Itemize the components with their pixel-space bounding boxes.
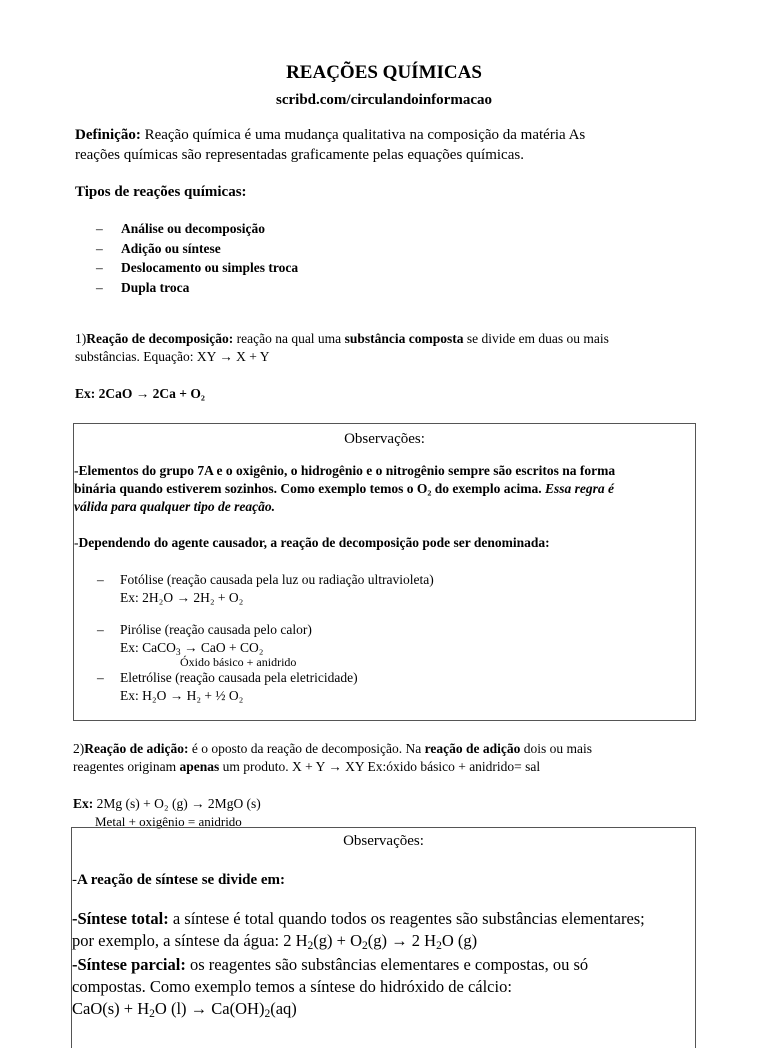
- box2-paragraph-1: -A reação de síntese se divide em:: [72, 872, 286, 888]
- observations-box-1: [73, 423, 696, 721]
- section1-paragraph: 1)Reação de decomposição: reação na qual uma substância composta se divide em duas ou mais substâncias. Equação: XY → X + Y: [75, 331, 609, 364]
- list-item: – Análise ou decomposição: [96, 221, 266, 236]
- section2-label: Reação de adição:: [84, 741, 189, 756]
- definition-paragraph: [75, 125, 585, 165]
- box1-heading: Observações:: [344, 431, 425, 447]
- section1-label: Reação de decomposição:: [86, 331, 234, 346]
- list-item: – Deslocamento ou simples troca: [96, 260, 299, 275]
- definition-line2: reações químicas são representadas graficamente pelas equações químicas.: [75, 147, 524, 163]
- page-subtitle: scribd.com/circulandoinformacao: [276, 92, 492, 108]
- sintese-parcial: -Síntese parcial: os reagentes são substâncias elementares e compostas, ou só compostas. Como exemplo temos a síntese do hidróxido de cálcio: $CaO(s) + H_2O$ $(l) \to Ca(OH)_2(aq)$: [72, 955, 589, 1020]
- list-item: – Dupla troca: [96, 279, 190, 295]
- pirolise-item: – Pirólise (reação causada pelo calor) Ex: CaCO$_3$ → CaO + CO₂: [97, 622, 312, 658]
- list-item: – Adição ou síntese: [96, 240, 221, 256]
- types-list: [96, 219, 298, 297]
- observations-box-2: [71, 827, 696, 1048]
- box2-heading: Observações:: [343, 833, 424, 849]
- section2-example: Ex: 2Mg (s) + O₂ (g) → 2MgO (s): [73, 796, 261, 811]
- page-title: REAÇÕES QUÍMICAS: [286, 62, 482, 83]
- box1-paragraph-1: -Elementos do grupo 7A e o oxigênio, o hidrogênio e o nitrogênio sempre são escritos na forma binária quando estiverem sozinhos. Como exemplo temos o O₂ do exemplo acima. Essa regra é válida para qualquer tipo de reação.: [74, 463, 616, 514]
- section2-paragraph: 2)Reação de adição: é o oposto da reação de decomposição. Na reação de adição dois ou mais reagentes originam apenas um produto. X + Y → XY Ex:óxido básico + anidrido= sal: [73, 741, 593, 774]
- section2-example-note: Metal + oxigênio = anidrido: [95, 814, 242, 829]
- pirolise-note: Óxido básico + anidrido: [180, 655, 297, 669]
- fotolise-item: – Fotólise (reação causada pela luz ou radiação ultravioleta) Ex: 2H₂O → 2H₂ + O₂: [97, 572, 434, 605]
- definition-line1: Reação química é uma mudança qualitativa na composição da matéria As: [144, 127, 586, 143]
- eletrolise-item: – Eletrólise (reação causada pela eletricidade) Ex: H₂O → H₂ + ½ O₂: [97, 670, 358, 703]
- section1-example: Ex: 2CaO → 2Ca + O₂: [75, 386, 205, 401]
- definition-label: Definição:: [75, 127, 141, 143]
- types-heading: Tipos de reações químicas:: [75, 184, 247, 200]
- box1-paragraph-2: -Dependendo do agente causador, a reação de decomposição pode ser denominada:: [74, 535, 550, 550]
- sintese-total: -Síntese total: a síntese é total quando todos os reagentes são substâncias elementares; por exemplo, a síntese da água: 2 $H_2(g) + O_2(g) \to 2$ $H_2O$ (g): [72, 909, 645, 952]
